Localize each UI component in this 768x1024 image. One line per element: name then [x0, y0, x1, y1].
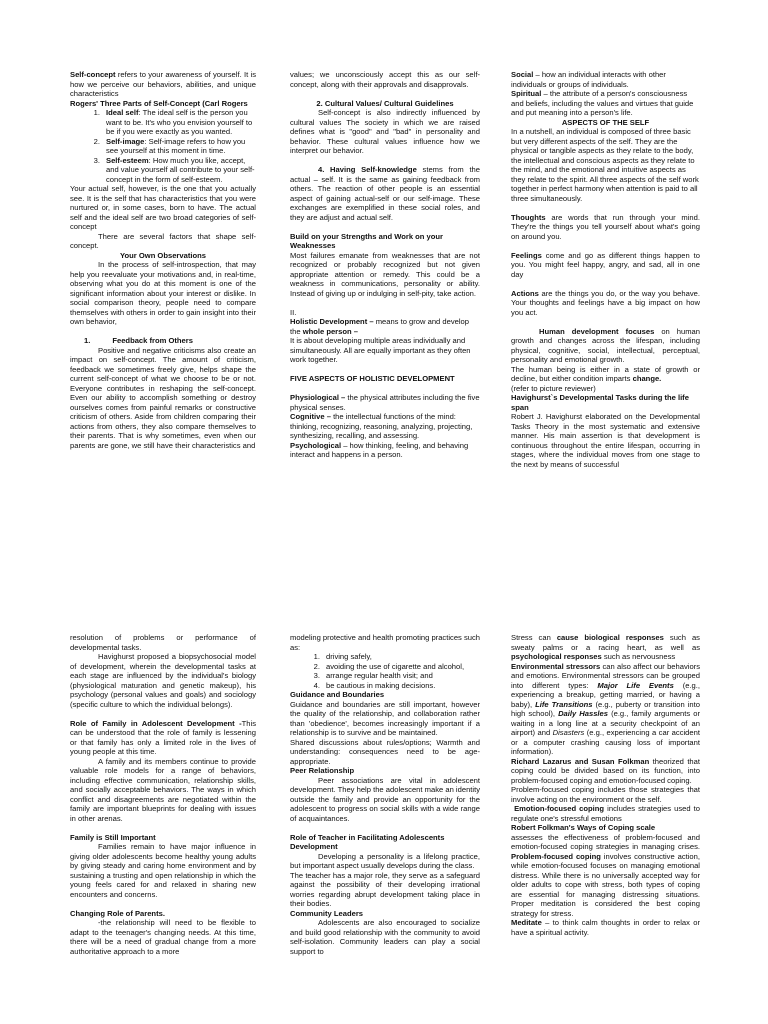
- cultural-values-heading: 2. Cultural Values/ Cultural Guidelines: [316, 98, 454, 108]
- aspects-of-self-heading: ASPECTS OF THE SELF: [561, 117, 650, 127]
- page1-column-2: values; we unconsciously accept this as our self-concept, along with their approvals and disapprovals. 2. Cultural Values/ Cultural Guidelines Self-concept is also indirectly influenced by cultural values The society in which we are raised defines what is "good" and "bad" in personality and behavior. These cultural values influence how we interpret our behavior. 4. Having Self-knowledge stems from the actual – self. It is the same as gaining feedback from others. The reaction of other people is an essential aspect of gaining actual-self or our self-image. These exchanges are exemplified in these social roles, and they are adjust and actual self. Build on your Strengths and Work on your Weaknesses Most failures emanate from weaknesses that are not recognized or probably recognized but not given appropriate attention or remedy. This could be a weakness in communications, personality or ability. Instead of giving up or indulging in self-pity, take action. II. Holistic Development – means to grow and develop the whole person – It is about developing multiple areas individually and simultaneously. All are equally important as they often work together. FIVE ASPECTS OF HOLISTIC DEVELOPMENT Physiological – the physical attributes including the five physical senses. Cognitive – the intellectual functions of the mind: thinking, recognizing, reasoning, analyzing, projecting, synthesizing, recalling, and assessing. Psychological – how thinking, feeling, and behaving interact and happens in a person.: [290, 70, 480, 459]
- aspects-paragraph: In a nutshell, an individual is composed of three basic but very different aspects of the self. They are the physical or tangible aspects as they relate to the body, the intellectual and conscious aspects as they relate to the mind, and the emotional and intuitive aspects as they relate to the spirit. All three aspects of the self work together in perfect harmony when attention is paid to all three simultaneously.: [511, 127, 699, 203]
- self-concept-definition: refers to your awareness of yourself. It is how we perceive our behaviors, abilities, and unique characteristics: [70, 70, 256, 98]
- havighurst-heading: Havighurst`s Developmental Tasks during the life span: [511, 393, 689, 412]
- list-item: 2. Self-image: Self-image refers to how you see yourself at this moment in time.: [93, 136, 246, 155]
- biopsychosocial-paragraph: Havighurst proposed a biopsychosocial model of development, wherein the developmental tasks at each stage are influenced by the individual's biology (physiological maturation and genetic makeup), his psychology (personal values and goals) and sociology (specific culture to which the individual belongs).: [70, 652, 256, 709]
- guidance-heading: Guidance and Boundaries: [290, 690, 385, 699]
- values-paragraph: values; we unconsciously accept this as our self-concept, along with their approvals and disapprovals.: [290, 70, 480, 89]
- holistic-development-term: Holistic Development –: [290, 317, 374, 326]
- page2-column-3: Stress can cause biological responses such as sweaty palms or a racing heart, as well as psychological responses such as nervousness Environmental stressors can also affect our behaviors and emotions. Environmental stressors can be grouped into different types: Major Life Events (e.g., experiencing a breakup, getting married, or having a baby), Life Transitions (e.g., puberty or transition into high school), Daily Hassles (e.g., family arguments or waiting in a long line at a security checkpoint of an airport) and Disasters (e.g., experiencing a car accident or a computer crashing causing loss of important information). Richard Lazarus and Susan Folkman theorized that coping could be divided based on its function, into problem-focused coping and emotion-focused coping. Problem-focused coping includes those strategies that involve acting on the environment or the self. Emotion-focused coping includes strategies used to regulate one's stressful emotions Robert Folkman's Ways of Coping scale assesses the effectiveness of problem-focused and emotion-focused coping strategies in managing crises. Problem-focused coping involves constructive action, while emotion-focused focuses on managing emotional distress. While there is no universally accepted way for older adults to cope with stress, both types of coping are essential for managing distressing situations. Proper meditation is considered the best coping strategy for stress. Meditate – to think calm thoughts in order to relax or have a spiritual activity.: [511, 633, 700, 937]
- factors-paragraph: There are several factors that shape self-concept.: [70, 231, 256, 250]
- peer-heading: Peer Relationship: [290, 766, 355, 775]
- roman-numeral: II.: [290, 307, 297, 317]
- five-aspects-heading: FIVE ASPECTS OF HOLISTIC DEVELOPMENT: [290, 374, 455, 383]
- observations-heading: Your Own Observations: [120, 250, 206, 260]
- rogers-list: [70, 108, 256, 184]
- page1-column-3: Social – how an individual interacts with other individuals or groups of individuals. Spiritual – the attribute of a person's consciousness and beliefs, including the values and virtues that guide and put meaning into a person's life. ASPECTS OF THE SELF In a nutshell, an individual is composed of three basic but very different aspects of the self. They are the physical or tangible aspects as they relate to the body, the intellectual and conscious aspects as they relate to the mind, and the emotional and intuitive aspects as they relate to the spirit. All three aspects of the self work together in perfect harmony when attention is paid to all three simultaneously. Thoughts are words that run through your mind. They're the things you tell yourself about what's going on around you. Feelings come and go as different things happen to you. You might feel happy, angry, and sad, all in one day Actions are the things you do, or the way you behave. Your thoughts and feelings have a big impact on how you act. Human development focuses on human growth and changes across the lifespan, including physical, cognitive, social, intellectual, perceptual, personality and emotional growth. The human being is either in a state of growth or decline, but either condition imparts change. (refer to picture reviewer) Havighurst`s Developmental Tasks during the life span Robert J. Havighurst elaborated on the Developmental Tasks Theory in the most systematic and extensive manner. His main assertion is that development is continuous throughout the entire lifespan, occurring in stages, where the individual moves from one stage to the next by means of successful: [511, 70, 700, 469]
- list-item: 4. be cautious in making decisions.: [313, 680, 436, 690]
- community-heading: Community Leaders: [290, 908, 364, 918]
- rogers-heading: Rogers' Three Parts of Self-Concept (Carl Rogers: [70, 98, 248, 108]
- term-self-concept: Self-concept: [70, 70, 116, 79]
- reference-note: (refer to picture reviewer): [511, 383, 596, 393]
- practices-list: [290, 652, 480, 690]
- havighurst-paragraph: Robert J. Havighurst elaborated on the Developmental Tasks Theory in the most systematic and extensive manner. His main assertion is that development is continuous throughout the entire lifespan, occurring in stages, where the individual moves from one stage to the next by means of successful: [511, 412, 700, 469]
- list-item: 3. Self-esteem: How much you like, accept, and value yourself all contribute to your self-concept in the form of self-esteem.: [93, 155, 255, 184]
- page2-column-2: modeling protective and health promoting practices such as: 1. driving safely, 2. avoiding the use of cigarette and alcohol, 3. arrange regular health visit; and 4. be cautious in making decisions. Guidance and Boundaries Guidance and boundaries are still important, however the quality of the relationship, and collaboration rather than 'obedience', becomes increasingly important if a relationship is to survive and be maintained. Shared discussions about rules/options; Warmth and understanding: consequences need to be age-appropriate. Peer Relationship Peer associations are vital in adolescent development. They help the adolescent make an identity outside the family and provide an opportunity for the adolescent to progress on social skills with a wide range of acquaintances. Role of Teacher in Facilitating Adolescents Development Developing a personality is a lifelong practice, but important aspect usually develops during the class. The teacher has a major role, they serve as a safeguard against the possibility of their developing irrational worries regarding abrupt development taking place in their bodies. Community Leaders Adolescents are also encouraged to socialize and build good relationship with the community to avoid self-isolation. Community leaders can play a social support to: [290, 633, 480, 956]
- list-item: 2. avoiding the use of cigarette and alcohol,: [313, 661, 465, 671]
- feedback-paragraph: Positive and negative criticisms also create an impact on self-concept. The amount of criticism, feedback we sometimes freely give, helps shape the current self-concept of what we choose to be or not. Everyone contributes in reshaping the self-concept. Even our ability to accomplish something or destroy ourselves comes from painful remarks or constructive criticism of others. Aside from children comparing their actions from others, they also compare themselves to their parents. That is why sometimes, even when our parents are gone, we still have their characteristics and: [70, 345, 256, 450]
- holistic-paragraph: It is about developing multiple areas individually and simultaneously. All are equally important as they often work together.: [290, 336, 471, 364]
- cultural-values-paragraph: Self-concept is also indirectly influenced by cultural values The society in which we are raised defines what is "good" and "bad" in personality and behavior. These cultural values influence how we interpret our behavior.: [290, 108, 480, 155]
- family-important-heading: Family is Still Important: [70, 832, 156, 842]
- list-item: 1. Ideal self: The ideal self is the person you want to be. It's who you envision yourself to be if you were exactly as you wanted.: [93, 108, 253, 136]
- strengths-paragraph: Most failures emanate from weaknesses that are not recognized or probably recognized but not given appropriate attention or remedy. This could be a weakness in communications, personality or ability. Instead of giving up or indulging in self-pity, take action.: [290, 250, 480, 298]
- list-item: 3. arrange regular health visit; and: [313, 671, 433, 680]
- role-of-family-heading: Role of Family in Adolescent Development -: [70, 718, 242, 728]
- feedback-heading: Feedback from Others: [112, 336, 193, 345]
- folkman-heading: Robert Folkman's Ways of Coping scale: [511, 823, 656, 832]
- changing-role-heading: Changing Role of Parents.: [70, 908, 165, 918]
- page1-column-1: Self-concept refers to your awareness of yourself. It is how we perceive our behaviors, abilities, and unique characteristics Rogers' Three Parts of Self-Concept (Carl Rogers 1. Ideal self: The ideal self is the person you want to be. It's who you envision yourself to be if you were exactly as you wanted. 2. Self-image: Self-image refers to how you see yourself at this moment in time. 3. Self-esteem: How much you like, accept, and value yourself all contribute to your self-concept in the form of self-esteem. Your actual self, however, is the one that you actually see. It is the self that has characteristics that you were nurtured or, in some cases, born to have. The actual self and the ideal self are two broad categories of self-concept There are several factors that shape self-concept. Your Own Observations In the process of self-introspection, that may help you reevaluate your motivations and, in real-time, observing what you do at this moment is one of the significant information about your interest or dislike. In social comparison theory, people need to compare themselves with others in order to gain insight into their own behavior, 1. Feedback from Others Positive and negative criticisms also create an impact on self-concept. The amount of criticism, feedback we sometimes freely give, helps shape the current self-concept of what we choose to be or not. Everyone contributes in reshaping the self-concept. Even our ability to accomplish something or destroy ourselves comes from painful remarks or constructive criticism of others. Aside from children comparing their actions from others, they also compare themselves to their parents. That is why sometimes, even when our parents are gone, we still have their characteristics and: [70, 70, 256, 450]
- list-item: 1. driving safely,: [313, 652, 372, 661]
- strengths-heading: Build on your Strengths and Work on your Weaknesses: [290, 231, 444, 250]
- actual-self-paragraph: Your actual self, however, is the one that you actually see. It is the self that has characteristics that you were nurtured or, in some cases, born to have. The actual self and the ideal self are two broad categories of self-concept: [70, 184, 256, 231]
- self-knowledge-heading: 4. Having Self-knowledge: [318, 165, 417, 174]
- observations-paragraph: In the process of self-introspection, that may help you reevaluate your motivations and, in real-time, observing what you do at this moment is one of the significant information about your interest or dislike. In social comparison theory, people need to compare themselves with others in order to gain insight into their own behavior,: [70, 260, 256, 326]
- page2-column-1: resolution of problems or performance of developmental tasks. Havighurst proposed a biopsychosocial model of development, wherein the developmental tasks at each stage are influenced by the individual's biology (physiological maturation and genetic makeup), his psychology (personal values and goals) and sociology (specific culture to which the individual belongs). Role of Family in Adolescent Development -This can be understood that the role of family is lessening or that family has only a limited role in the lives of young people at this time. A family and its members continue to provide valuable role models for a range of behaviors, including effective communication, relationship skills, and socially acceptable behaviors. The ways in which conflict and disagreements are negotiated within the family are important blueprints for dealing with issues in other arenas. Family is Still Important Families remain to have major influence in giving older adolescents become healthy young adults by giving steady and caring home environment and by sustaining a trusting and open relationship in which the young feels cared for and relaxed in sharing new encounters and concerns. Changing Role of Parents. -the relationship will need to be flexible to adapt to the teenager's changing needs. At this time, there will be a need of gradual change from a more authoritative approach to a more: [70, 633, 256, 956]
- teacher-heading: Role of Teacher in Facilitating Adolescents Development: [290, 832, 445, 851]
